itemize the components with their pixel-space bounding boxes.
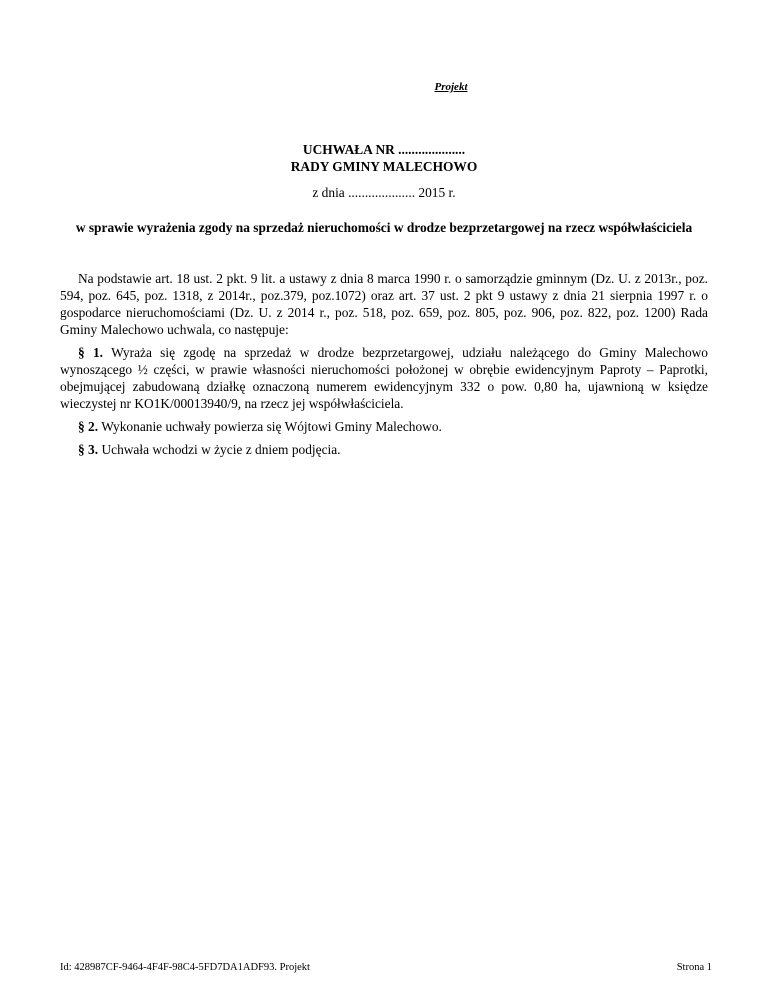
preamble: Na podstawie art. 18 ust. 2 pkt. 9 lit. a ustawy z dnia 8 marca 1990 r. o samorządzie gminnym (Dz. U. z 2013r., poz. 594, poz. 645, poz. 1318, z 2014r., poz.379, poz.1072) oraz art. 37 ust. 2 pkt 9 ustawy z dnia 21 sierpnia 1997 r. o gospodarce nieruchomościami (Dz. U. z 2014 r., poz. 518, poz. 659, poz. 805, poz. 906, poz. 822, poz. 1200) Rada Gminy Malechowo uchwala, co następuje:	[60, 271, 708, 337]
resolution-body	[60, 270, 708, 464]
resolution-subject: w sprawie wyrażenia zgody na sprzedaż nieruchomości w drodze bezprzetargowej na rzecz współwłaściciela	[75, 220, 693, 235]
document-id: Id: 428987CF-9464-4F4F-98C4-5FD7DA1ADF93. Projekt	[60, 962, 310, 973]
council-name: RADY GMINY MALECHOWO	[290, 159, 478, 174]
resolution-number: UCHWAŁA NR ....................	[302, 142, 466, 157]
section-1	[60, 344, 708, 412]
resolution-title	[0, 141, 768, 175]
resolution-date: z dnia .................... 2015 r.	[312, 185, 456, 200]
section-2	[60, 418, 708, 435]
section-3	[60, 441, 708, 458]
draft-label: Projekt	[434, 81, 468, 93]
page-number: Strona 1	[676, 962, 712, 973]
section-3-label: § 3.	[78, 442, 99, 457]
section-2-label: § 2.	[78, 419, 99, 434]
section-2-text: Wykonanie uchwały powierza się Wójtowi Gminy Malechowo.	[101, 419, 442, 434]
section-3-text: Uchwała wchodzi w życie z dniem podjęcia.	[101, 442, 341, 457]
section-1-label: § 1.	[78, 345, 104, 360]
section-1-text: Wyraża się zgodę na sprzedaż w drodze bezprzetargowej, udziału należącego do Gminy Malechowo wynoszącego ½ części, w prawie własności nieruchomości położonej w obrębie ewidencyjnym Paproty – Paprotki, obejmującej zabudowaną działkę oznaczoną numerem ewidencyjnym 332 o pow. 0,80 ha, ujawnioną w księdze wieczystej nr KO1K/00013940/9, na rzecz jej współwłaściciela.	[60, 345, 708, 411]
